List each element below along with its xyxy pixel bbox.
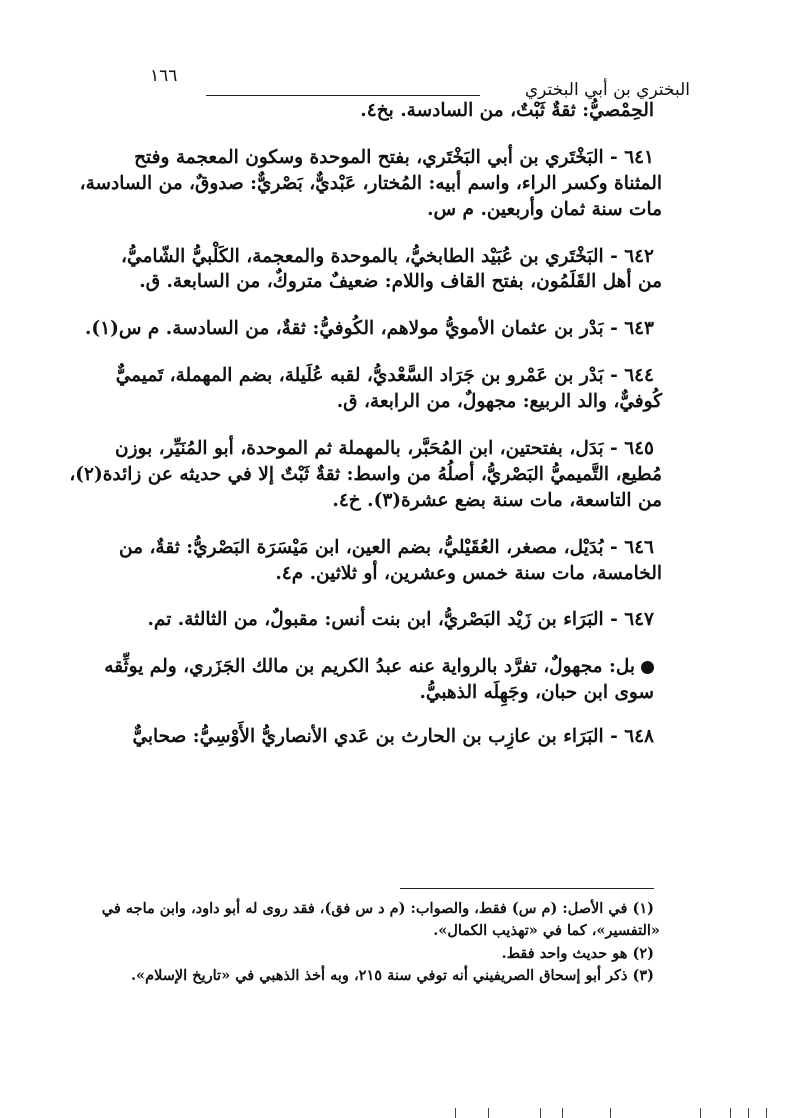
entry-646 (119, 535, 662, 587)
edge-tick (610, 1108, 611, 1118)
entry-line: مات سنة ثمان وأربعين. م س. (427, 198, 662, 220)
entry-line: كُوفيٌّ، والد الربيع: مجهولٌ، من الرابعة، ق. (336, 391, 662, 413)
entry-continuation (124, 98, 654, 124)
entry-642 (121, 244, 662, 296)
running-title: البختري بن أبي البختري (524, 80, 690, 100)
header-rule (206, 95, 480, 96)
entry-line: مُطيع، التَّميميُّ البَصْريُّ، أصلُهُ من واسط: ثقةٌ ثَبْتٌ إلا في حديثه عن زائدة(٢)، (69, 463, 662, 485)
entry-645 (69, 436, 662, 514)
entry-line: ٦٤٨ - البَرَاء بن عازِب بن الحارث بن عَدي الأنصاريُّ الأَوْسِيُّ: صحابيٌّ (132, 726, 654, 748)
edge-tick (540, 1108, 541, 1118)
running-header (150, 62, 690, 102)
footnote-rule (400, 888, 654, 889)
bullet-icon (641, 661, 654, 674)
entry-line: ٦٤٢ - البَخْتَري بن عُبَيْد الطابخيُّ، بالموحدة والمعجمة، الكَلْبيُّ الشّاميُّ، (121, 245, 654, 267)
entry-line: المثناة وكسر الراء، واسم أبيه: المُختار، عَبْديٌّ، بَصْريٌّ: صدوقٌ، من السادسة، (79, 172, 662, 194)
entry-647 (124, 607, 654, 633)
entry-line: الخامسة، مات سنة خمس وعشرين، أو ثلاثين. م٤. (275, 562, 662, 584)
entry-line: ٦٤٤ - بَدْر بن عَمْرو بن جَرَاد السَّعْديُّ، لقبه عُلَيلة، بضم المهملة، تَميميٌّ (115, 365, 654, 387)
edge-tick (730, 1108, 731, 1118)
entry-line: ٦٤٦ - بُدَيْل، مصغر، العُقَيْليُّ، بضم العين، ابن مَيْسَرَة البَصْريُّ: ثقةٌ، من (119, 536, 654, 558)
entry-644 (115, 363, 662, 415)
entry-line: ٦٤٧ - البَرَاء بن زَيْد البَصْريُّ، ابن بنت أنس: مقبولٌ، من الثالثة. تم. (147, 609, 654, 631)
footnote-line: (٢) هو حديث واحد فقط. (501, 944, 654, 962)
entry-line: الحِمْصيُّ: ثقةٌ ثَبْتٌ، من السادسة. بخ٤. (360, 100, 654, 121)
edge-tick (748, 1108, 749, 1118)
editor-note (104, 654, 654, 706)
footnote-line: (٣) ذكر أبو إسحاق الصريفيني أنه توفي سنة ٢١٥، وبه أخذ الذهبي في «تاريخ الإسلام». (131, 967, 654, 985)
edge-tick (562, 1108, 563, 1118)
edge-tick (700, 1108, 701, 1118)
edge-tick (766, 1108, 767, 1118)
note-line: بل: مجهولٌ، تفرَّد بالرواية عنه عبدُ الكريم بن مالك الجَزَري، ولم يوثِّقه (104, 656, 635, 678)
scan-edge-marks (0, 1088, 790, 1118)
note-line: سوى ابن حبان، وجَهِلَه الذهبيُّ. (419, 682, 654, 704)
entry-line: ٦٤٣ - بَدْر بن عثمان الأمويُّ مولاهم، الكُوفيُّ: ثقةٌ، من السادسة. م س(١). (84, 318, 654, 340)
entry-648 (124, 724, 654, 750)
entry-643 (84, 316, 654, 342)
entry-641 (79, 145, 662, 223)
edge-tick (455, 1108, 456, 1118)
entry-line: ٦٤٥ - بَدَل، بفتحتين، ابن المُحَبَّر، بالمهملة ثم الموحدة، أبو المُنَيِّر، بوزن (115, 438, 654, 460)
footnote-line: (١) في الأصل: (م س) فقط، والصواب: (م د س فق)، فقد روى له أبو داود، وابن ماجه في (101, 900, 654, 917)
edge-tick (488, 1108, 489, 1118)
footnote-line: «التفسير»، كما في «تهذيب الكمال». (433, 922, 660, 940)
main-text (69, 98, 662, 771)
entry-line: من أهل القَلَمُون، بفتح القاف واللام: ضعيفٌ متروكٌ، من السابعة. ق. (139, 271, 662, 293)
entry-line: ٦٤١ - البَخْتَري بن أبي البَخْتَري، بفتح الموحدة وسكون المعجمة وفتح (134, 146, 654, 168)
entry-line: من التاسعة، مات سنة بضع عشرة(٣). خ٤. (332, 489, 662, 511)
footnotes (101, 898, 660, 988)
page-number: ١٦٦ (150, 66, 178, 86)
